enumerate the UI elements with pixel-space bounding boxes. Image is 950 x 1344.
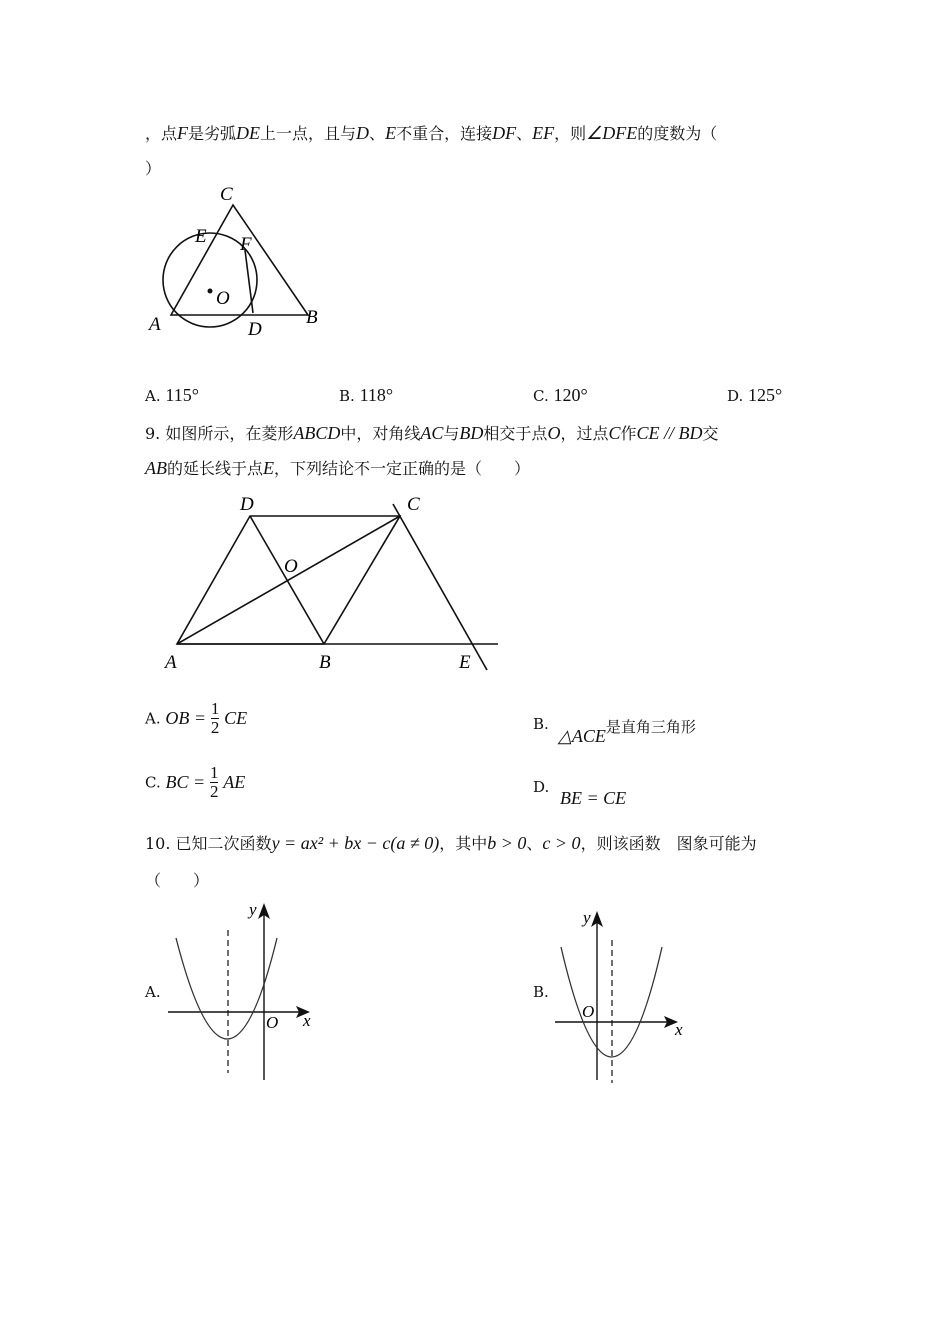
- fraction-one-half: [210, 764, 219, 801]
- label-c: C: [220, 184, 233, 205]
- option-letter: D.: [727, 387, 744, 405]
- q9-text: ，下列结论不一定正确的是（ ）: [274, 459, 531, 478]
- q8-option-b[interactable]: [339, 385, 393, 406]
- q8-text: 的度数为（: [637, 124, 718, 143]
- option-letter: B.: [533, 715, 549, 733]
- label-b: B: [306, 307, 318, 328]
- fraction-numerator: 1: [209, 763, 219, 782]
- q8-line1: [145, 121, 717, 144]
- label-a: A: [165, 652, 177, 673]
- q8-option-a[interactable]: [145, 385, 199, 406]
- math-c-positive: c > 0: [542, 833, 581, 853]
- q9-text: 中，对角线: [340, 424, 421, 443]
- math-b-positive: b > 0: [487, 833, 527, 853]
- label-f: F: [240, 234, 252, 255]
- q8-text: 是劣弧: [188, 124, 237, 143]
- q9-text: 与: [443, 424, 460, 443]
- q8-text: ，点: [145, 124, 178, 143]
- math-abcd: ABCD: [293, 423, 341, 443]
- label-e: E: [195, 226, 207, 247]
- math-o: O: [547, 423, 561, 443]
- q9-text: ，过点: [560, 424, 609, 443]
- q9-line1: [145, 421, 719, 444]
- math-angle-DFE: ∠DFE: [586, 123, 638, 143]
- label-e: E: [459, 652, 471, 673]
- q10-graph-a[interactable]: [160, 895, 320, 1085]
- center-dot: [208, 289, 213, 294]
- q9-option-b-content: [558, 716, 696, 746]
- q8-option-c[interactable]: [533, 385, 588, 406]
- q8-text: ，则: [554, 124, 587, 143]
- q9-text: 相交于点: [483, 424, 548, 443]
- option-rhs: CE: [224, 708, 248, 728]
- q10-text: ，其中: [439, 834, 488, 853]
- q9-option-d[interactable]: [533, 778, 549, 796]
- label-b: B: [319, 652, 331, 673]
- q9-option-b[interactable]: [533, 715, 549, 733]
- q9-rhombus-figure: [160, 490, 505, 680]
- q9-text: 交: [702, 424, 719, 443]
- q9-option-a[interactable]: [145, 700, 247, 737]
- diagonal-ac: [177, 516, 400, 644]
- q8-option-d[interactable]: [727, 385, 782, 406]
- question-number: 10.: [145, 834, 171, 853]
- diagonal-bd: [250, 516, 324, 644]
- label-o: O: [284, 556, 298, 577]
- q10-graph-b[interactable]: [550, 905, 695, 1085]
- line-ce: [393, 504, 487, 670]
- math-DF: DF: [492, 123, 517, 143]
- fraction-denominator: 2: [209, 782, 219, 801]
- q8-text: 、: [516, 124, 533, 143]
- label-y: y: [583, 908, 591, 927]
- option-letter: A.: [145, 709, 161, 728]
- q9-option-c[interactable]: [145, 764, 245, 801]
- math-bd: BD: [459, 423, 484, 443]
- math-e: E: [263, 458, 275, 478]
- option-value: 125°: [748, 385, 783, 405]
- q10-line1: [145, 831, 757, 854]
- q9-text: 作: [620, 424, 637, 443]
- q10-text: ，则该函数 图象可能为: [580, 834, 757, 853]
- option-letter: C.: [145, 773, 161, 792]
- q8-line2: ）: [145, 159, 162, 178]
- label-origin: O: [582, 1002, 595, 1021]
- parabola-curve: [176, 938, 277, 1039]
- option-letter: B.: [339, 387, 355, 405]
- label-d: D: [248, 319, 262, 340]
- triangle-abc: [171, 205, 308, 315]
- math-F: F: [177, 123, 189, 143]
- q8-text: 、: [369, 124, 386, 143]
- math-ce-parallel-bd: CE // BD: [636, 423, 703, 443]
- math-arc-DE: DE: [236, 123, 261, 143]
- option-rhs: AE: [223, 772, 246, 792]
- label-a: A: [149, 314, 161, 335]
- option-value: 115°: [165, 385, 199, 405]
- option-letter: A.: [145, 387, 161, 405]
- q10-option-a[interactable]: [145, 983, 161, 1001]
- q10-option-b[interactable]: [533, 983, 549, 1001]
- q8-text: 不重合，连接: [396, 124, 493, 143]
- question-number: 9.: [145, 424, 161, 443]
- q10-text: 、: [526, 834, 543, 853]
- option-letter: B.: [533, 983, 549, 1001]
- fraction-numerator: 1: [210, 699, 220, 718]
- math-D: D: [356, 123, 370, 143]
- option-letter: D.: [533, 778, 550, 796]
- label-y: y: [249, 900, 257, 919]
- label-o: O: [216, 288, 230, 309]
- q10-line2: （ ）: [145, 871, 210, 890]
- label-x: x: [675, 1020, 683, 1039]
- q8-circle-triangle-figure: [140, 180, 340, 340]
- label-origin: O: [266, 1013, 279, 1032]
- q9-text: 如图所示，在菱形: [165, 424, 294, 443]
- label-x: x: [303, 1011, 311, 1030]
- math-c: C: [608, 423, 621, 443]
- option-expression: BE = CE: [560, 788, 627, 808]
- math-triangle-ace: △ACE: [558, 726, 606, 746]
- option-value: 120°: [553, 385, 588, 405]
- math-quadratic-function: y = ax² + bx − c(a ≠ 0): [271, 833, 440, 853]
- q10-text: 已知二次函数: [175, 834, 272, 853]
- label-d: D: [240, 494, 254, 515]
- math-E: E: [385, 123, 397, 143]
- label-c: C: [407, 494, 420, 515]
- q9-line2: [145, 456, 530, 479]
- q9-text: 的延长线于点: [167, 459, 264, 478]
- math-ac: AC: [420, 423, 444, 443]
- math-EF: EF: [532, 123, 555, 143]
- option-value: 118°: [359, 385, 394, 405]
- option-text: 是直角三角形: [605, 718, 696, 736]
- q9-option-d-content: [560, 788, 626, 809]
- option-letter: C.: [533, 387, 549, 405]
- option-lhs: BC =: [165, 772, 206, 792]
- fraction-one-half: [211, 700, 220, 737]
- option-letter: A.: [145, 983, 161, 1001]
- fraction-denominator: 2: [210, 718, 220, 737]
- option-lhs: OB =: [165, 708, 207, 728]
- q8-text: 上一点，且与: [260, 124, 357, 143]
- math-ab: AB: [145, 458, 167, 478]
